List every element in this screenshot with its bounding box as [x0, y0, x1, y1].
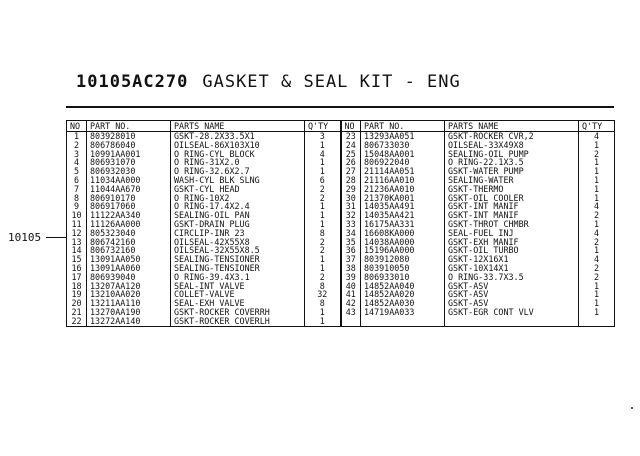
table-row [67, 308, 615, 317]
part-number-cell: 803928010 [87, 132, 171, 141]
part-name-cell: CIRCLIP-INR 23 [171, 229, 305, 238]
item-number-cell: 13 [67, 238, 87, 247]
header-no: NO [67, 121, 87, 132]
part-number-cell: 11122AA340 [87, 211, 171, 220]
quantity-cell: 3 [305, 132, 341, 141]
item-number-cell: 12 [67, 229, 87, 238]
quantity-cell: 1 [579, 158, 615, 167]
kit-name: GASKET & SEAL KIT - ENG [202, 72, 461, 92]
title-underline [66, 106, 614, 108]
quantity-cell: 1 [579, 220, 615, 229]
item-number-cell: 38 [341, 264, 361, 273]
part-number-cell: 11034AA000 [87, 176, 171, 185]
part-number-cell: 806939040 [87, 273, 171, 282]
part-number-cell: 806932030 [87, 167, 171, 176]
part-number-cell: 14035AA491 [361, 202, 445, 211]
item-number-cell: 19 [67, 290, 87, 299]
part-name-cell: SEAL-INT VALVE [171, 282, 305, 291]
quantity-cell: 4 [579, 255, 615, 264]
header-qty: Q'TY [579, 121, 615, 132]
table-row [67, 299, 615, 308]
item-number-cell: 30 [341, 194, 361, 203]
part-number-cell: 806742160 [87, 238, 171, 247]
quantity-cell: 1 [579, 246, 615, 255]
quantity-cell: 2 [305, 246, 341, 255]
part-number-cell: 806786040 [87, 141, 171, 150]
part-number-cell: 21236AA010 [361, 185, 445, 194]
item-number-cell: 37 [341, 255, 361, 264]
item-number-cell: 41 [341, 290, 361, 299]
quantity-cell: 2 [579, 211, 615, 220]
part-number-cell: 21370KA001 [361, 194, 445, 203]
part-number-cell: 16175AA331 [361, 220, 445, 229]
part-number-cell: 11126AA000 [87, 220, 171, 229]
part-number-cell: 806917060 [87, 202, 171, 211]
part-name-cell: GSKT-CYL HEAD [171, 185, 305, 194]
part-name-cell: GSKT-WATER PUMP [445, 167, 579, 176]
part-number-cell: 13293AA051 [361, 132, 445, 141]
item-number-cell: 14 [67, 246, 87, 255]
item-number-cell: 22 [67, 317, 87, 326]
kit-part-number: 10105AC270 [76, 72, 189, 92]
part-number-cell: 806733030 [361, 141, 445, 150]
part-number-cell: 13207AA120 [87, 282, 171, 291]
header-qty: Q'TY [305, 121, 341, 132]
item-number-cell: 8 [67, 194, 87, 203]
part-name-cell: GSKT-THROT CHMBR [445, 220, 579, 229]
part-name-cell: O RING-32.6X2.7 [171, 167, 305, 176]
part-name-cell: GSKT-ASV [445, 299, 579, 308]
quantity-cell: 2 [579, 264, 615, 273]
part-name-cell: GSKT-ROCKER CVR,2 [445, 132, 579, 141]
part-number-cell: 13091AA050 [87, 255, 171, 264]
part-number-cell: 13091AA060 [87, 264, 171, 273]
part-name-cell [445, 317, 579, 326]
item-number-cell: 18 [67, 282, 87, 291]
item-number-cell: 9 [67, 202, 87, 211]
table-row [67, 158, 615, 167]
quantity-cell: 4 [579, 132, 615, 141]
quantity-cell: 1 [579, 194, 615, 203]
part-name-cell: O RING-22.1X3.5 [445, 158, 579, 167]
quantity-cell: 8 [305, 299, 341, 308]
quantity-cell: 1 [579, 141, 615, 150]
header-part-no: PART NO. [87, 121, 171, 132]
part-number-cell: 13210AA020 [87, 290, 171, 299]
scan-speck [631, 407, 633, 409]
quantity-cell: 4 [579, 229, 615, 238]
callout-label: 10105 [8, 231, 42, 244]
item-number-cell: 2 [67, 141, 87, 150]
part-name-cell: SEAL-EXH VALVE [171, 299, 305, 308]
part-name-cell: OILSEAL-86X103X10 [171, 141, 305, 150]
table-row [67, 141, 615, 150]
quantity-cell: 4 [579, 202, 615, 211]
item-number-cell: 7 [67, 185, 87, 194]
part-number-cell: 21116AA010 [361, 176, 445, 185]
table-row [67, 317, 615, 326]
item-number-cell: 17 [67, 273, 87, 282]
item-number-cell: 29 [341, 185, 361, 194]
part-name-cell: O RING-10X2 [171, 194, 305, 203]
quantity-cell [579, 317, 615, 326]
quantity-cell: 1 [305, 167, 341, 176]
item-number-cell: 11 [67, 220, 87, 229]
part-number-cell: 21114AA051 [361, 167, 445, 176]
quantity-cell: 1 [579, 308, 615, 317]
item-number-cell: 23 [341, 132, 361, 141]
item-number-cell: 39 [341, 273, 361, 282]
item-number-cell: 26 [341, 158, 361, 167]
table-row [67, 150, 615, 159]
quantity-cell: 1 [305, 141, 341, 150]
part-name-cell: OILSEAL-32X55X8.5 [171, 246, 305, 255]
table-row [67, 202, 615, 211]
item-number-cell: 6 [67, 176, 87, 185]
item-number-cell: 27 [341, 167, 361, 176]
table-row [67, 167, 615, 176]
item-number-cell: 43 [341, 308, 361, 317]
item-number-cell: 36 [341, 246, 361, 255]
part-name-cell: GSKT-28.2X33.5X1 [171, 132, 305, 141]
item-number-cell: 3 [67, 150, 87, 159]
quantity-cell: 8 [305, 229, 341, 238]
part-name-cell: GSKT-10X14X1 [445, 264, 579, 273]
item-number-cell: 42 [341, 299, 361, 308]
part-name-cell: COLLET-VALVE [171, 290, 305, 299]
part-number-cell: 803910050 [361, 264, 445, 273]
table-row [67, 229, 615, 238]
item-number-cell: 21 [67, 308, 87, 317]
item-number-cell: 35 [341, 238, 361, 247]
item-number-cell: 40 [341, 282, 361, 291]
part-number-cell: 806931070 [87, 158, 171, 167]
item-number-cell: 20 [67, 299, 87, 308]
part-name-cell: GSKT-OIL TURBO [445, 246, 579, 255]
item-number-cell: 1 [67, 132, 87, 141]
quantity-cell: 1 [305, 211, 341, 220]
part-name-cell: GSKT-ROCKER COVERLH [171, 317, 305, 326]
part-name-cell: SEALING-TENSIONER [171, 264, 305, 273]
item-number-cell [341, 317, 361, 326]
item-number-cell: 34 [341, 229, 361, 238]
quantity-cell: 2 [305, 185, 341, 194]
quantity-cell: 1 [305, 308, 341, 317]
part-name-cell: SEALING-OIL PAN [171, 211, 305, 220]
item-number-cell: 10 [67, 211, 87, 220]
document-title [76, 72, 461, 92]
quantity-cell: 2 [579, 150, 615, 159]
table-row [67, 264, 615, 273]
header-part-no: PART NO. [361, 121, 445, 132]
table-row [67, 176, 615, 185]
part-number-cell: 14038AA000 [361, 238, 445, 247]
item-number-cell: 31 [341, 202, 361, 211]
quantity-cell: 1 [305, 264, 341, 273]
table-row [67, 290, 615, 299]
quantity-cell: 8 [305, 282, 341, 291]
quantity-cell: 1 [579, 185, 615, 194]
part-number-cell: 14852AA030 [361, 299, 445, 308]
item-number-cell: 16 [67, 264, 87, 273]
table-row [67, 282, 615, 291]
part-number-cell: 11044AA670 [87, 185, 171, 194]
table-row [67, 238, 615, 247]
part-name-cell: O RING-CYL BLOCK [171, 150, 305, 159]
part-number-cell: 806732160 [87, 246, 171, 255]
part-name-cell: GSKT-INT MANIF [445, 202, 579, 211]
header-parts-name: PARTS NAME [445, 121, 579, 132]
quantity-cell: 1 [305, 158, 341, 167]
part-number-cell: 10991AA001 [87, 150, 171, 159]
part-number-cell: 13270AA190 [87, 308, 171, 317]
item-number-cell: 33 [341, 220, 361, 229]
part-name-cell: GSKT-EXH MANIF [445, 238, 579, 247]
part-number-cell: 806910170 [87, 194, 171, 203]
parts-table [66, 120, 615, 327]
part-name-cell: O RING-39.4X3.1 [171, 273, 305, 282]
parts-table-container [66, 120, 614, 327]
table-row [67, 220, 615, 229]
quantity-cell: 32 [305, 290, 341, 299]
part-name-cell: SEALING-OIL PUMP [445, 150, 579, 159]
part-number-cell: 15196AA000 [361, 246, 445, 255]
part-name-cell: GSKT-THERMO [445, 185, 579, 194]
part-number-cell: 806933010 [361, 273, 445, 282]
quantity-cell: 6 [305, 176, 341, 185]
table-row [67, 194, 615, 203]
part-name-cell: GSKT-DRAIN PLUG [171, 220, 305, 229]
part-name-cell: OILSEAL-33X49X8 [445, 141, 579, 150]
part-number-cell: 13272AA140 [87, 317, 171, 326]
part-number-cell: 803912080 [361, 255, 445, 264]
quantity-cell: 2 [305, 273, 341, 282]
quantity-cell: 2 [305, 194, 341, 203]
quantity-cell: 1 [579, 176, 615, 185]
quantity-cell: 1 [579, 290, 615, 299]
part-number-cell: 16608KA000 [361, 229, 445, 238]
part-name-cell: OILSEAL-42X55X8 [171, 238, 305, 247]
part-name-cell: O RING-31X2.0 [171, 158, 305, 167]
quantity-cell: 1 [579, 299, 615, 308]
part-name-cell: O RING-33.7X3.5 [445, 273, 579, 282]
part-name-cell: GSKT-INT MANIF [445, 211, 579, 220]
part-name-cell: GSKT-EGR CONT VLV [445, 308, 579, 317]
quantity-cell: 1 [305, 317, 341, 326]
quantity-cell: 1 [305, 255, 341, 264]
quantity-cell: 2 [305, 238, 341, 247]
item-number-cell: 4 [67, 158, 87, 167]
header-parts-name: PARTS NAME [171, 121, 305, 132]
item-number-cell: 32 [341, 211, 361, 220]
quantity-cell: 1 [579, 282, 615, 291]
quantity-cell: 4 [305, 150, 341, 159]
part-number-cell: 13211AA110 [87, 299, 171, 308]
part-name-cell: GSKT-ASV [445, 282, 579, 291]
part-number-cell: 806922040 [361, 158, 445, 167]
part-number-cell: 15048AA001 [361, 150, 445, 159]
part-number-cell: 14852AA040 [361, 282, 445, 291]
part-name-cell: SEALING-WATER [445, 176, 579, 185]
quantity-cell: 2 [579, 273, 615, 282]
callout-leader-line [46, 237, 66, 238]
part-name-cell: WASH-CYL BLK SLNG [171, 176, 305, 185]
item-number-cell: 28 [341, 176, 361, 185]
part-name-cell: O RING-17.4X2.4 [171, 202, 305, 211]
quantity-cell: 1 [305, 202, 341, 211]
item-number-cell: 15 [67, 255, 87, 264]
part-name-cell: GSKT-ROCKER COVERRH [171, 308, 305, 317]
table-row [67, 211, 615, 220]
header-no: NO [341, 121, 361, 132]
part-name-cell: GSKT-OIL COOLER [445, 194, 579, 203]
item-number-cell: 24 [341, 141, 361, 150]
quantity-cell: 1 [579, 167, 615, 176]
part-name-cell: SEALING-TENSIONER [171, 255, 305, 264]
part-number-cell: 14035AA421 [361, 211, 445, 220]
table-row [67, 246, 615, 255]
table-row [67, 185, 615, 194]
part-name-cell: GSKT-12X16X1 [445, 255, 579, 264]
part-number-cell: 14719AA033 [361, 308, 445, 317]
part-name-cell: GSKT-ASV [445, 290, 579, 299]
part-name-cell: SEAL-FUEL INJ [445, 229, 579, 238]
table-row [67, 132, 615, 141]
quantity-cell: 1 [305, 220, 341, 229]
part-number-cell [361, 317, 445, 326]
item-number-cell: 5 [67, 167, 87, 176]
quantity-cell: 2 [579, 238, 615, 247]
table-row [67, 273, 615, 282]
table-header-row [67, 121, 615, 132]
part-number-cell: 14852AA020 [361, 290, 445, 299]
part-number-cell: 805323040 [87, 229, 171, 238]
item-number-cell: 25 [341, 150, 361, 159]
table-row [67, 255, 615, 264]
